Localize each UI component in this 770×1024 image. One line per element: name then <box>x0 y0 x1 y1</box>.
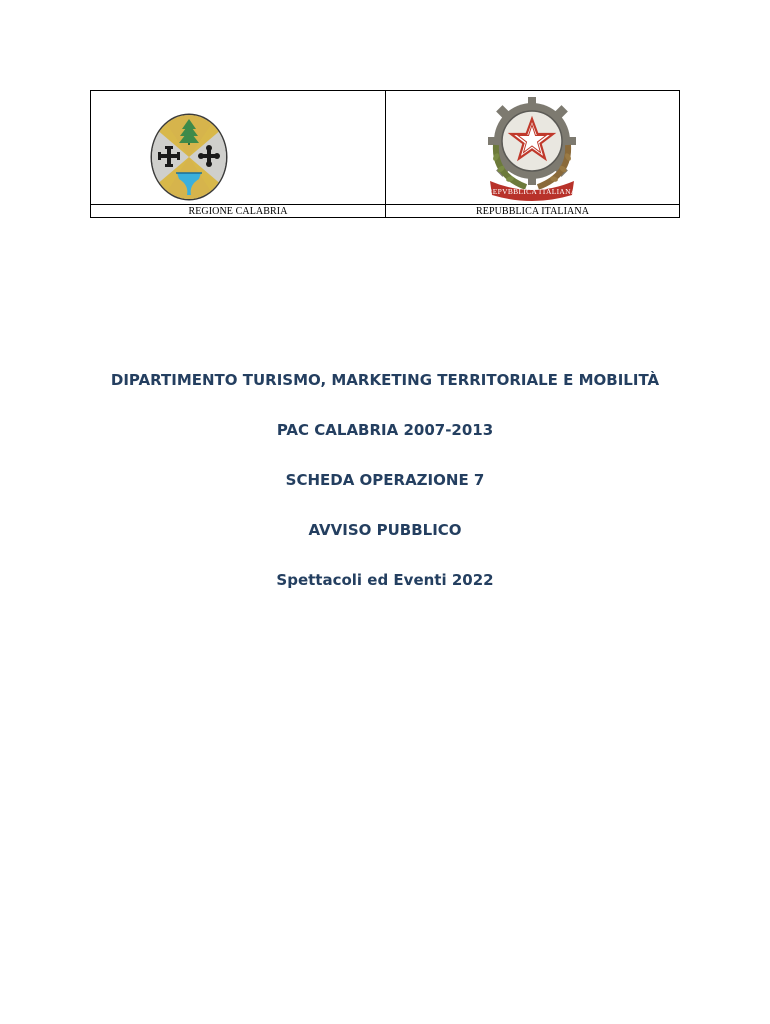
notice-title: AVVISO PUBBLICO <box>308 521 462 539</box>
regione-calabria-emblem-cell <box>91 91 386 205</box>
emblem-ribbon-text: REPVBBLICA ITALIANA <box>487 187 577 196</box>
department-title: DIPARTIMENTO TURISMO, MARKETING TERRITORIALE E MOBILITÀ <box>110 371 660 389</box>
repubblica-italiana-emblem-cell <box>386 91 679 205</box>
repubblica-italiana-label: REPUBBLICA ITALIANA <box>475 206 590 217</box>
operation-title: SCHEDA OPERAZIONE 7 <box>285 471 485 489</box>
repubblica-italiana-emblem <box>486 95 578 201</box>
program-title: PAC CALABRIA 2007-2013 <box>276 421 494 439</box>
regione-calabria-label: REGIONE CALABRIA <box>91 205 386 218</box>
regione-calabria-emblem <box>149 113 229 201</box>
logo-header-table <box>90 90 680 218</box>
document-titles <box>0 370 770 620</box>
event-title: Spettacoli ed Eventi 2022 <box>276 571 494 589</box>
